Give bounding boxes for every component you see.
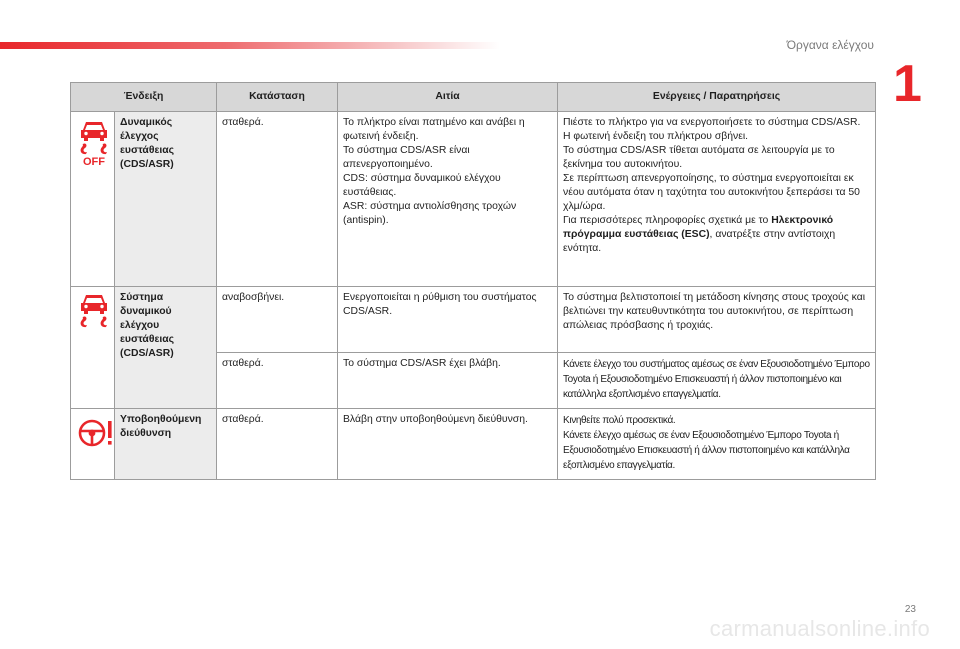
icon-off-label: OFF — [83, 156, 105, 166]
cause-cell: Βλάβη στην υποβοηθούμενη διεύθυνση. — [338, 409, 558, 480]
indicator-icon-cell — [71, 112, 115, 287]
chapter-number: 1 — [893, 55, 922, 113]
indicator-name: Σύστημα δυναμικού ελέγχου ευστάθειας (CDS/ASR) — [115, 287, 217, 409]
state-cell: σταθερά. — [217, 409, 338, 480]
esc-skid-icon — [76, 291, 112, 331]
cause-cell: Το σύστημα CDS/ASR έχει βλάβη. — [338, 353, 558, 409]
warning-lights-table — [70, 82, 876, 480]
column-header-state: Κατάσταση — [217, 83, 338, 112]
table-row — [71, 112, 876, 287]
table-header-row — [71, 83, 876, 112]
power-steering-warning-icon — [76, 413, 116, 453]
section-title: Όργανα ελέγχου — [786, 38, 874, 52]
esc-section-reference: Ηλεκτρονικό πρόγραμμα ευστάθειας (ESC) — [563, 215, 834, 240]
actions-text-end: , ανατρέξτε στην αντίστοιχη ενότητα. — [563, 229, 836, 254]
table-row — [71, 409, 876, 480]
state-cell: σταθερά. — [217, 353, 338, 409]
cause-cell: Το πλήκτρο είναι πατημένο και ανάβει η φωτεινή ένδειξη. Το σύστημα CDS/ASR είναι απενεργοποιημένο. CDS: σύστημα δυναμικού ελέγχου ευστάθειας. ASR: σύστημα αντιολίσθησης τροχών (antispin). — [338, 112, 558, 287]
cause-cell: Ενεργοποιείται η ρύθμιση του συστήματος CDS/ASR. — [338, 287, 558, 353]
indicator-icon-cell — [71, 409, 115, 480]
header-accent-bar — [0, 42, 500, 49]
actions-cell: Κάνετε έλεγχο του συστήματος αμέσως σε έναν Εξουσιοδοτημένο Έμπορο Toyota ή Εξουσιοδοτημένο Επισκευαστή ή άλλον πιστοποιημένο και κατάλληλα εξοπλισμένο επαγγελματία. — [558, 353, 876, 409]
column-header-indicator: Ένδειξη — [71, 83, 217, 112]
state-cell: σταθερά. — [217, 112, 338, 287]
indicator-name: Δυναμικός έλεγχος ευστάθειας (CDS/ASR) — [115, 112, 217, 287]
column-header-actions: Ενέργειες / Παρατηρήσεις — [558, 83, 876, 112]
column-header-cause: Αιτία — [338, 83, 558, 112]
actions-cell — [558, 112, 876, 287]
actions-cell: Το σύστημα βελτιστοποιεί τη μετάδοση κίνησης στους τροχούς και βελτιώνει την κατευθυντικότητα του αυτοκινήτου, σε περίπτωση απώλειας πρόσβασης ή τροχιάς. — [558, 287, 876, 353]
actions-cell: Κινηθείτε πολύ προσεκτικά. Κάνετε έλεγχο αμέσως σε έναν Εξουσιοδοτημένο Έμπορο Toyota ή Εξουσιοδοτημένο Επισκευαστή ή άλλον πιστοποιημένο και κατάλληλα εξοπλισμένο επαγγελματία. — [558, 409, 876, 480]
actions-text: Πιέστε το πλήκτρο για να ενεργοποιήσετε το σύστημα CDS/ASR. Η φωτεινή ένδειξη του πλήκτρου σβήνει. Το σύστημα CDS/ASR τίθεται αυτόματα σε λειτουργία με το ξεκίνημα του αυτοκινήτου. Σε περίπτωση απενεργοποίησης, το σύστημα ενεργοποιείται εκ νέου αυτόματα όταν η ταχύτητα του αυτοκινήτου ξεπεράσει τα 50 χλμ/ώρα. Για περισσότερες πληροφορίες σχετικά με το — [563, 117, 861, 226]
esc-off-icon — [76, 116, 112, 166]
state-cell: αναβοσβήνει. — [217, 287, 338, 353]
table-row — [71, 287, 876, 353]
indicator-icon-cell — [71, 287, 115, 409]
watermark: carmanualsonline.info — [709, 616, 930, 641]
page-number: 23 — [904, 604, 916, 615]
indicator-name: Υποβοηθούμενη διεύθυνση — [115, 409, 217, 480]
